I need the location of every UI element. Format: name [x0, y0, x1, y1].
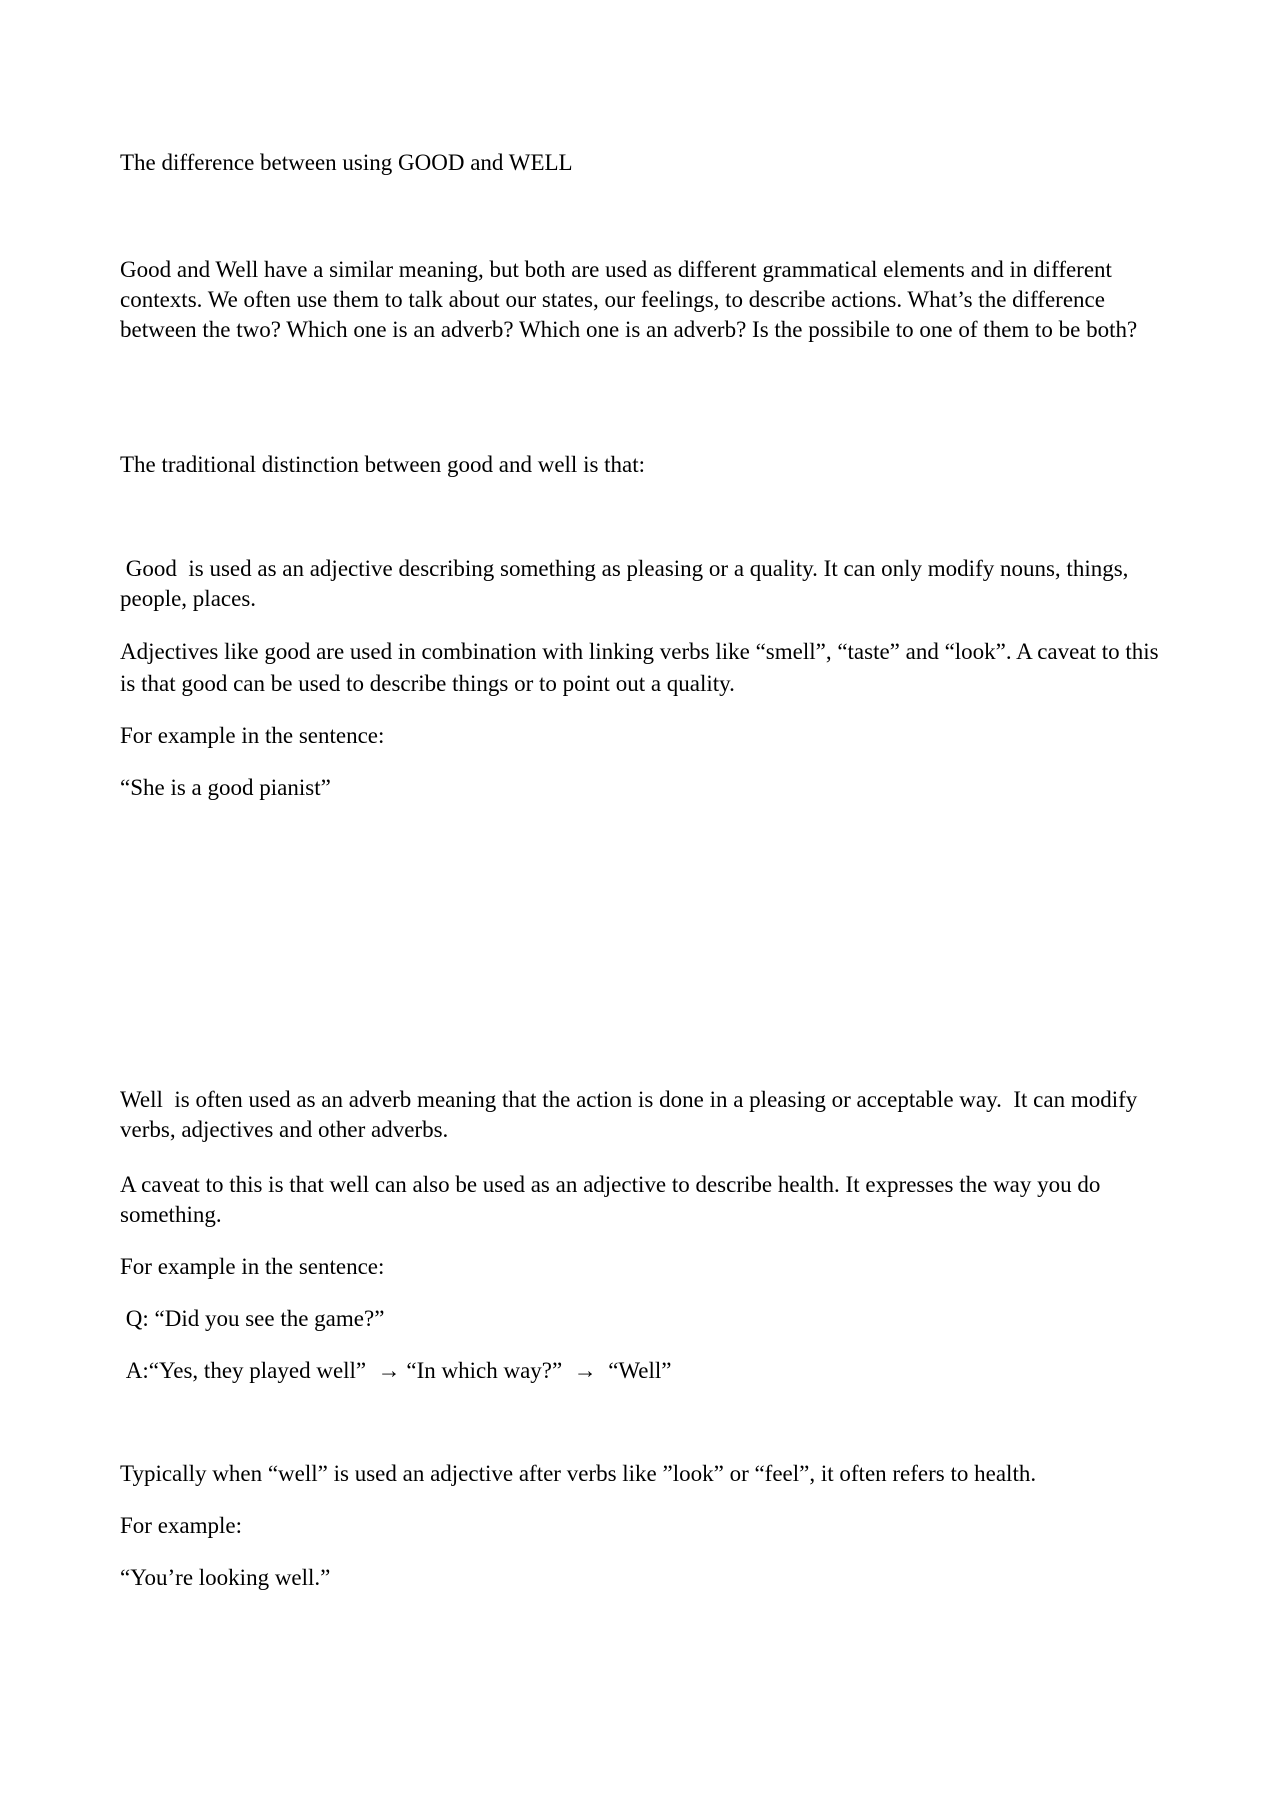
document-title: The difference between using GOOD and WELL — [120, 150, 573, 175]
good-definition: Good is used as an adjective describing something as pleasing or a quality. It can only modify nouns, things, people, places. — [120, 556, 1135, 611]
distinction-intro: The traditional distinction between good and well is that: — [120, 452, 646, 477]
intro-paragraph: Good and Well have a similar meaning, but both are used as different grammatical elements and in different contexts. We often use them to talk about our states, our feelings, to describe actions. What’s the difference between the two? Which one is an adverb? Which one is an adverb? Is the possibile to one of them to be both? — [120, 257, 1138, 342]
well-caveat: A caveat to this is that well can also be used as an adjective to describe health. It expresses the way you do something. — [120, 1172, 1107, 1227]
well-health-note: Typically when “well” is used an adjective after verbs like ”look” or “feel”, it often refers to health. — [120, 1461, 1037, 1486]
well-example-label: For example in the sentence: — [120, 1254, 385, 1279]
good-caveat: Adjectives like good are used in combination with linking verbs like “smell”, “taste” and “look”. A caveat to this is that good can be used to describe things or to point out a quality. — [120, 639, 1165, 696]
well-definition: Well is often used as an adverb meaning that the action is done in a pleasing or acceptable way. It can modify verbs, adjectives and other adverbs. — [120, 1087, 1144, 1142]
good-example: “She is a good pianist” — [120, 775, 331, 800]
well-example-question: Q: “Did you see the game?” — [120, 1306, 385, 1331]
well-example-answer: A:“Yes, they played well” → “In which way?” → “Well” — [120, 1358, 672, 1383]
well-health-example: “You’re looking well.” — [120, 1565, 331, 1590]
good-example-label: For example in the sentence: — [120, 723, 385, 748]
well-health-example-label: For example: — [120, 1513, 242, 1538]
